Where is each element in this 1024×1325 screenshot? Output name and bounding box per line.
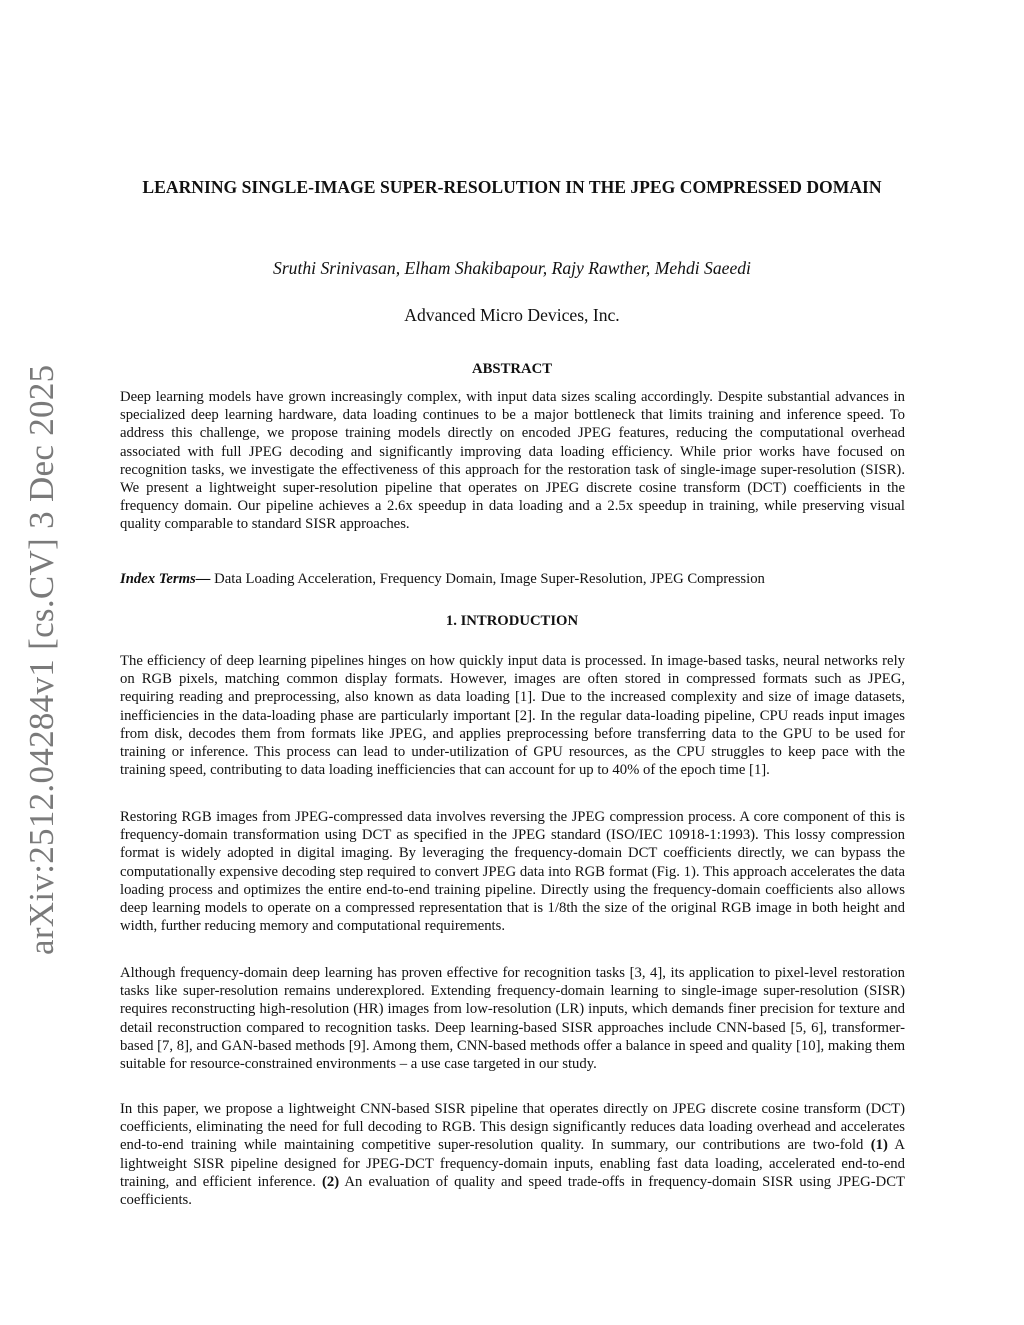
abstract-text: Deep learning models have grown increasingly complex, with input data sizes scaling accordingly. Despite substantial advances in specialized deep learning hardware, data loading continues to be a major bottleneck that limits training and inference speed. To address this challenge, we propose training models directly on encoded JPEG features, reducing the computational overhead associated with full JPEG decoding and significantly improving data loading efficiency. While prior works have focused on recognition tasks, we investigate the effectiveness of this approach for the restoration task of single-image super-resolution (SISR). We present a lightweight super-resolution pipeline that operates on JPEG discrete cosine transform (DCT) coefficients in the frequency domain. Our pipeline achieves a 2.6x speedup in data loading and a 2.5x speedup in training, while preserving visual quality comparable to standard SISR approaches. <box>120 389 905 533</box>
index-terms-text: Data Loading Acceleration, Frequency Domain, Image Super-Resolution, JPEG Compression <box>214 571 765 587</box>
section-heading-introduction: 1. INTRODUCTION <box>445 613 579 629</box>
paragraph-text-part: In this paper, we propose a lightweight CNN-based SISR pipeline that operates directly on JPEG discrete cosine transform (DCT) coefficients, eliminating the need for full decoding to RGB. This design significantly reduces data loading overhead and accelerates end-to-end training while maintaining competitive super-resolution quality. In summary, our contributions are two-fold <box>120 1101 905 1154</box>
paragraph-text <box>120 1100 905 1209</box>
paper-authors: Sruthi Srinivasan, Elham Shakibapour, Rajy Rawther, Mehdi Saeedi <box>273 258 751 278</box>
paragraph-text: Restoring RGB images from JPEG-compressed data involves reversing the JPEG compression process. A core component of this is frequency-domain transformation using DCT as specified in the JPEG standard (ISO/IEC 10918-1:1993). This lossy compression format is widely adopted in digital imaging. By leveraging the frequency-domain DCT coefficients directly, we can bypass the computationally expensive decoding step required to convert JPEG data into RGB format (Fig. 1). This approach accelerates the data loading process and optimizes the entire end-to-end training pipeline. Directly using the frequency-domain coefficients also allows deep learning models to operate on a compressed representation that is 1/8th the size of the original RGB image in both height and width, further reducing memory and computational requirements. <box>120 809 905 935</box>
paper-affiliation: Advanced Micro Devices, Inc. <box>404 305 620 325</box>
paper-title: LEARNING SINGLE-IMAGE SUPER-RESOLUTION IN THE JPEG COMPRESSED DOMAIN <box>142 177 882 197</box>
intro-paragraph-1 <box>120 652 905 779</box>
paragraph-text-part: A lightweight SISR pipeline designed for JPEG-DCT frequency-domain inputs, enabling fast data loading, accelerated end-to-end training, and efficient inference. <box>120 1137 905 1190</box>
paragraph-text: The efficiency of deep learning pipelines hinges on how quickly input data is processed. In image-based tasks, neural networks rely on RGB pixels, matching common display formats. However, images are often stored in compressed formats such as JPEG, requiring reading and preprocessing, also known as data loading [1]. Due to the increased complexity and size of image datasets, inefficiencies in the data-loading phase are particularly important [2]. In the regular data-loading pipeline, CPU reads input images from disk, decodes them from formats like JPEG, and applies preprocessing before transferring data to the GPU to be used for training or inference. This process can lead to under-utilization of GPU resources, as the CPU struggles to keep pace with the training speed, contributing to data loading inefficiencies that can account for up to 40% of the epoch time [1]. <box>120 653 905 779</box>
contribution-marker-1: (1) <box>870 1137 888 1154</box>
paragraph-text: Although frequency-domain deep learning has proven effective for recognition tasks [3, 4], its application to pixel-level restoration tasks like super-resolution remains underexplored. Extending frequency-domain learning to single-image super-resolution (SISR) requires reconstructing high-resolution (HR) images from low-resolution (LR) inputs, which demands finer precision for texture and detail reconstruction compared to recognition tasks. Deep learning-based SISR approaches include CNN-based [5, 6], transformer-based [7, 8], and GAN-based methods [9]. Among them, CNN-based methods offer a balance in speed and quality [10], making them suitable for resource-constrained environments – a use case targeted in our study. <box>120 965 905 1073</box>
index-terms <box>120 571 904 588</box>
abstract-body <box>120 388 905 534</box>
intro-paragraph-4 <box>120 1100 905 1209</box>
abstract-heading: ABSTRACT <box>472 361 552 377</box>
paragraph-text-part: An evaluation of quality and speed trade-offs in frequency-domain SISR using JPEG-DCT coefficients. <box>120 1173 905 1209</box>
arxiv-identifier: arXiv:2512.04284v1 [cs.CV] 3 Dec 2025 <box>22 364 61 955</box>
intro-paragraph-3 <box>120 964 905 1073</box>
contribution-marker-2: (2) <box>321 1173 340 1190</box>
index-terms-label: Index Terms— <box>120 571 211 587</box>
intro-paragraph-2 <box>120 808 905 935</box>
